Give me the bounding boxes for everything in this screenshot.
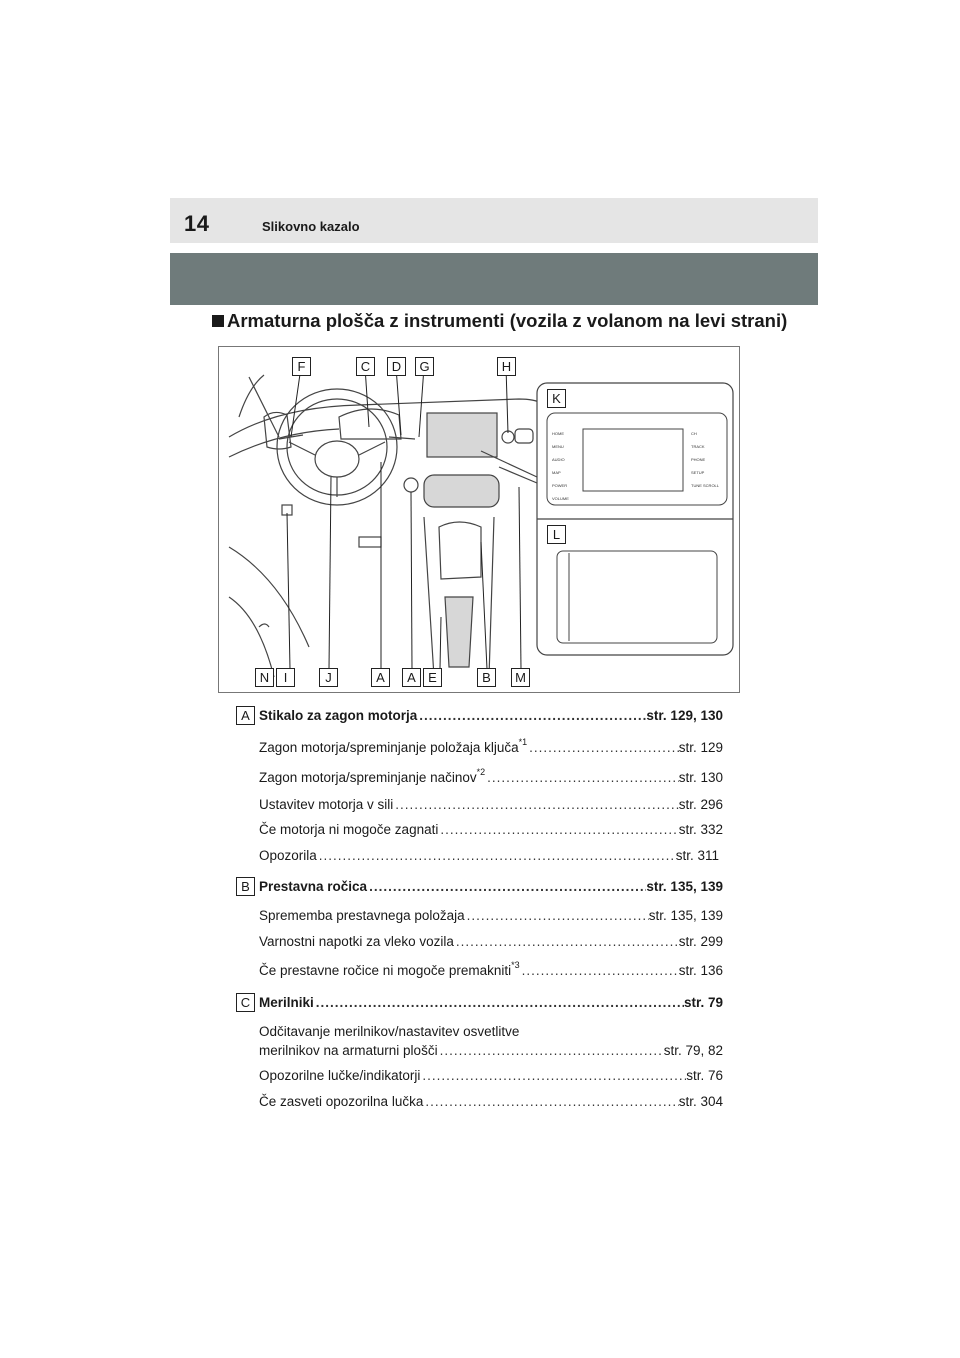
audio-button-label: AUDIO — [552, 457, 565, 462]
entry-item-page-link[interactable]: str. 299 — [678, 934, 723, 949]
entry-item-page-link[interactable]: str. 332 — [678, 822, 723, 837]
leader-dots — [420, 1068, 686, 1083]
entry-page-link[interactable]: str. 129, 130 — [646, 708, 723, 723]
audio-left-buttons — [552, 427, 582, 505]
page-number: 14 — [184, 211, 210, 236]
audio-button-label: MAP — [552, 470, 561, 475]
callout-A1 — [371, 668, 390, 687]
entry-item-text: Zagon motorja/spreminjanje načinov$^{*2}$ — [259, 766, 486, 785]
audio-right-buttons — [691, 427, 723, 492]
audio-button-label: TUNE SCROLL — [691, 483, 720, 488]
audio-button-label: SETUP — [691, 470, 705, 475]
entry-item-text-line1: Odčitavanje merilnikov/nastavitev osvetlitve — [259, 1024, 520, 1039]
callout-label: L — [547, 525, 566, 544]
callout-label: K — [547, 389, 566, 408]
entry-item-row — [259, 1043, 723, 1058]
entry-item-text: Zagon motorja/spreminjanje položaja ključa$^{*1}$ — [259, 736, 528, 755]
entry-item-text: Če prestavne ročice ni mogoče premakniti$^{*3}$ — [259, 959, 520, 978]
entry-item-row — [259, 848, 719, 863]
entry-title: Merilniki — [259, 995, 314, 1010]
section-band — [170, 253, 818, 305]
entry-item-row — [259, 934, 723, 949]
callout-label: A — [402, 668, 421, 687]
callout-label: C — [356, 357, 375, 376]
leader-dots — [520, 963, 679, 978]
entry-item-page-link[interactable]: str. 79, 82 — [663, 1043, 723, 1058]
audio-button-label: POWER VOLUME — [552, 483, 569, 501]
callout-L — [547, 525, 566, 544]
leader-dots — [438, 1043, 664, 1058]
entry-item-row — [259, 822, 723, 837]
entry-item-text: Opozorila — [259, 848, 317, 863]
entry-letter-C: C — [236, 993, 255, 1012]
leader-dots — [393, 797, 678, 812]
entry-item-page-link[interactable]: str. 129 — [678, 740, 723, 755]
callout-F — [292, 357, 311, 376]
entry-letter-A: A — [236, 706, 255, 725]
leader-dots — [454, 934, 679, 949]
audio-button-label: CH — [691, 431, 697, 436]
audio-button-label: HOME — [552, 431, 564, 436]
entry-title-row — [259, 879, 723, 894]
entry-item-page-link[interactable]: str. 76 — [686, 1068, 723, 1083]
entry-title: Stikalo za zagon motorja — [259, 708, 418, 723]
callout-label: D — [387, 357, 406, 376]
entry-title-row — [259, 708, 723, 723]
entry-title: Prestavna ročica — [259, 879, 368, 894]
callout-K — [547, 389, 566, 408]
entry-item-text: Če zasveti opozorilna lučka — [259, 1094, 424, 1109]
leader-dots — [527, 740, 679, 755]
leader-dots — [314, 995, 684, 1010]
entry-page-link[interactable]: str. 135, 139 — [646, 879, 723, 894]
entry-item-row — [259, 959, 723, 978]
square-bullet-icon — [212, 315, 224, 327]
callout-label: F — [292, 357, 311, 376]
callout-M — [511, 668, 530, 687]
callout-label: I — [276, 668, 295, 687]
callouts-bottom-center — [402, 668, 442, 687]
entry-item-page-link[interactable]: str. 135, 139 — [648, 908, 723, 923]
entry-item-row — [259, 1068, 723, 1083]
leader-dots — [367, 879, 646, 894]
callout-label: G — [415, 357, 434, 376]
chapter-title: Slikovno kazalo — [262, 219, 360, 234]
entry-item-text: merilnikov na armaturni plošči — [259, 1043, 438, 1058]
entry-item-text: Opozorilne lučke/indikatorji — [259, 1068, 421, 1083]
callout-label: M — [511, 668, 530, 687]
callout-label: H — [497, 357, 516, 376]
entry-item-row — [259, 1094, 723, 1109]
entry-item-page-link[interactable]: str. 296 — [678, 797, 723, 812]
callout-H — [497, 357, 516, 376]
dashboard-illustration — [218, 346, 740, 693]
dashboard-drawing — [219, 347, 739, 692]
entry-item-text: Če motorja ni mogoče zagnati — [259, 822, 439, 837]
callout-label: E — [423, 668, 442, 687]
entry-item-page-link[interactable]: str. 130 — [678, 770, 723, 785]
callout-B — [477, 668, 496, 687]
entry-item-text: Ustavitev motorja v sili — [259, 797, 394, 812]
callout-D — [387, 357, 406, 376]
entry-item-page-link[interactable]: str. 304 — [678, 1094, 723, 1109]
entry-item-row — [259, 766, 723, 785]
section-title — [212, 310, 787, 332]
audio-button-label: PHONE — [691, 457, 706, 462]
entry-letter-B: B — [236, 877, 255, 896]
section-title-text: Armaturna plošča z instrumenti (vozila z volanom na levi strani) — [227, 310, 788, 331]
callout-label: N — [255, 668, 274, 687]
entry-item-text: Sprememba prestavnega položaja — [259, 908, 465, 923]
callout-label: B — [477, 668, 496, 687]
callout-J — [319, 668, 338, 687]
leader-dots — [317, 848, 676, 863]
entry-page-link[interactable]: str. 79 — [683, 995, 723, 1010]
audio-button-label: TRACK — [691, 444, 705, 449]
callout-C — [356, 357, 375, 376]
audio-button-label: MENU — [552, 444, 564, 449]
callout-G — [415, 357, 434, 376]
entry-item-row — [259, 797, 723, 812]
entry-item-page-link[interactable]: str. 311 — [675, 848, 719, 863]
entry-title-row — [259, 995, 723, 1010]
leader-dots — [423, 1094, 678, 1109]
entry-item-row — [259, 908, 723, 923]
callout-label: J — [319, 668, 338, 687]
entry-item-row — [259, 736, 723, 755]
entry-item-text: Varnostni napotki za vleko vozila — [259, 934, 454, 949]
leader-dots — [485, 770, 679, 785]
leader-dots — [465, 908, 649, 923]
leader-dots — [417, 708, 646, 723]
callouts-bottom-left — [255, 668, 295, 687]
callout-label: A — [371, 668, 390, 687]
leader-dots — [438, 822, 678, 837]
entry-item-page-link[interactable]: str. 136 — [678, 963, 723, 978]
